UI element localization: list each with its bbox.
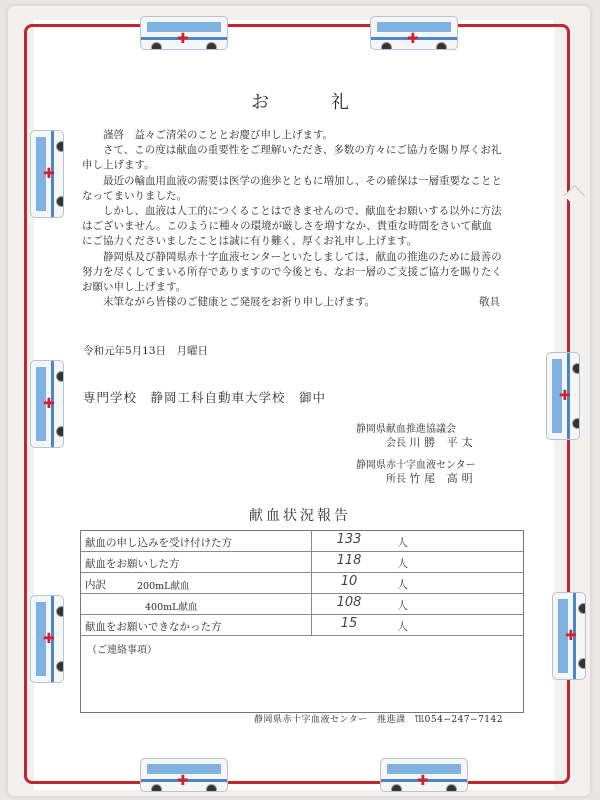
row-value: 108 [336, 595, 362, 610]
red-cross-icon: ✚ [177, 773, 189, 789]
sender-signature [386, 434, 477, 450]
sender-title: 所長 [386, 474, 406, 485]
table-row [81, 573, 523, 594]
bus-icon [140, 16, 228, 50]
letter-title: お 礼 [251, 92, 377, 113]
row-label: 献血をお願いできなかった方 [85, 621, 222, 633]
report-title: 献血状況報告 [249, 508, 351, 524]
addressee: 専門学校 静岡工科自動車大学校 御中 [83, 390, 327, 405]
row-label: 内訳 [85, 579, 106, 591]
row-value: 10 [340, 574, 358, 589]
letter-paragraph: さて、この度は献血の重要性をご理解いただき、多数の方々にご協力を賜り厚くお礼申し上げます。 [82, 144, 502, 172]
bus-icon [380, 758, 468, 792]
sender-title: 会長 [386, 438, 406, 449]
table-row [81, 531, 523, 552]
red-cross-icon: ✚ [43, 396, 55, 412]
letter-body [82, 128, 502, 311]
red-cross-icon: ✚ [565, 628, 577, 644]
row-unit: 人 [397, 599, 408, 612]
letter-closing: 敬具 [479, 296, 500, 309]
letter-paragraph: 静岡県及び静岡県赤十字血液センターといたしましては、献血の推進のために最善の努力を尽くしてまいる所存でありますので今後とも、なお一層のご支援ご協力を賜りたくお願い申し上げます。 [82, 250, 502, 294]
bus-icon [30, 595, 64, 683]
letter-paragraph: 謹啓 益々ご清栄のこととお慶び申し上げます。 [103, 129, 334, 141]
sender-org: 静岡県赤十字血液センター [356, 460, 476, 471]
table-row [81, 615, 523, 636]
row-label: 献血の申し込みを受け付けた方 [85, 537, 232, 549]
letter-paragraph: 末筆ながら皆様のご健康とご発展をお祈り申し上げます。 [103, 296, 376, 309]
row-unit: 人 [397, 536, 408, 549]
row-label: 献血をお願いした方 [85, 558, 180, 570]
red-cross-icon: ✚ [559, 388, 571, 404]
row-value: 118 [336, 553, 362, 568]
bus-icon [30, 360, 64, 448]
red-cross-icon: ✚ [417, 773, 429, 789]
sender-signature [386, 470, 477, 486]
red-cross-icon: ✚ [177, 31, 189, 47]
notes-box [81, 636, 523, 712]
letter-paragraph: しかし、血液は人工的につくることはできませんので、献血をお願いする以外に方法はございません。このように種々の環境が厳しさを増すなか、貴重な時間をさいて献血にご協力くださいましたことは誠に有り難く、厚くお礼申し上げます。 [82, 205, 502, 248]
red-cross-icon: ✚ [43, 631, 55, 647]
bus-icon [370, 16, 458, 50]
notes-label: （ご連絡事項） [87, 645, 157, 656]
bus-icon [30, 130, 64, 218]
report-table [80, 530, 524, 713]
row-value: 15 [340, 616, 358, 631]
row-value: 133 [336, 532, 362, 547]
table-row [81, 552, 523, 573]
letter-paragraph: 最近の輸血用血液の需要は医学の進歩とともに増加し、その確保は一層重要なことと なってまいりました。 [82, 174, 502, 202]
bus-icon [140, 758, 228, 792]
letter-date: 令和元年5月13日 月曜日 [83, 345, 209, 357]
row-sublabel: 400mL献血 [145, 602, 198, 613]
bus-icon [552, 592, 586, 680]
red-cross-icon: ✚ [407, 31, 419, 47]
contact-footer: 静岡県赤十字血液センター 推進課 ℡054−247−7142 [254, 715, 503, 725]
table-row [81, 594, 523, 615]
sender-name: 竹尾 高明 [409, 472, 477, 485]
row-sublabel: 200mL献血 [137, 581, 190, 592]
red-cross-icon: ✚ [43, 166, 55, 182]
sender-org: 静岡県献血推進協議会 [356, 424, 456, 435]
row-unit: 人 [397, 557, 408, 570]
row-unit: 人 [397, 620, 408, 633]
bus-icon [546, 352, 580, 440]
row-unit: 人 [397, 578, 408, 591]
sender-name: 川勝 平太 [409, 436, 477, 449]
